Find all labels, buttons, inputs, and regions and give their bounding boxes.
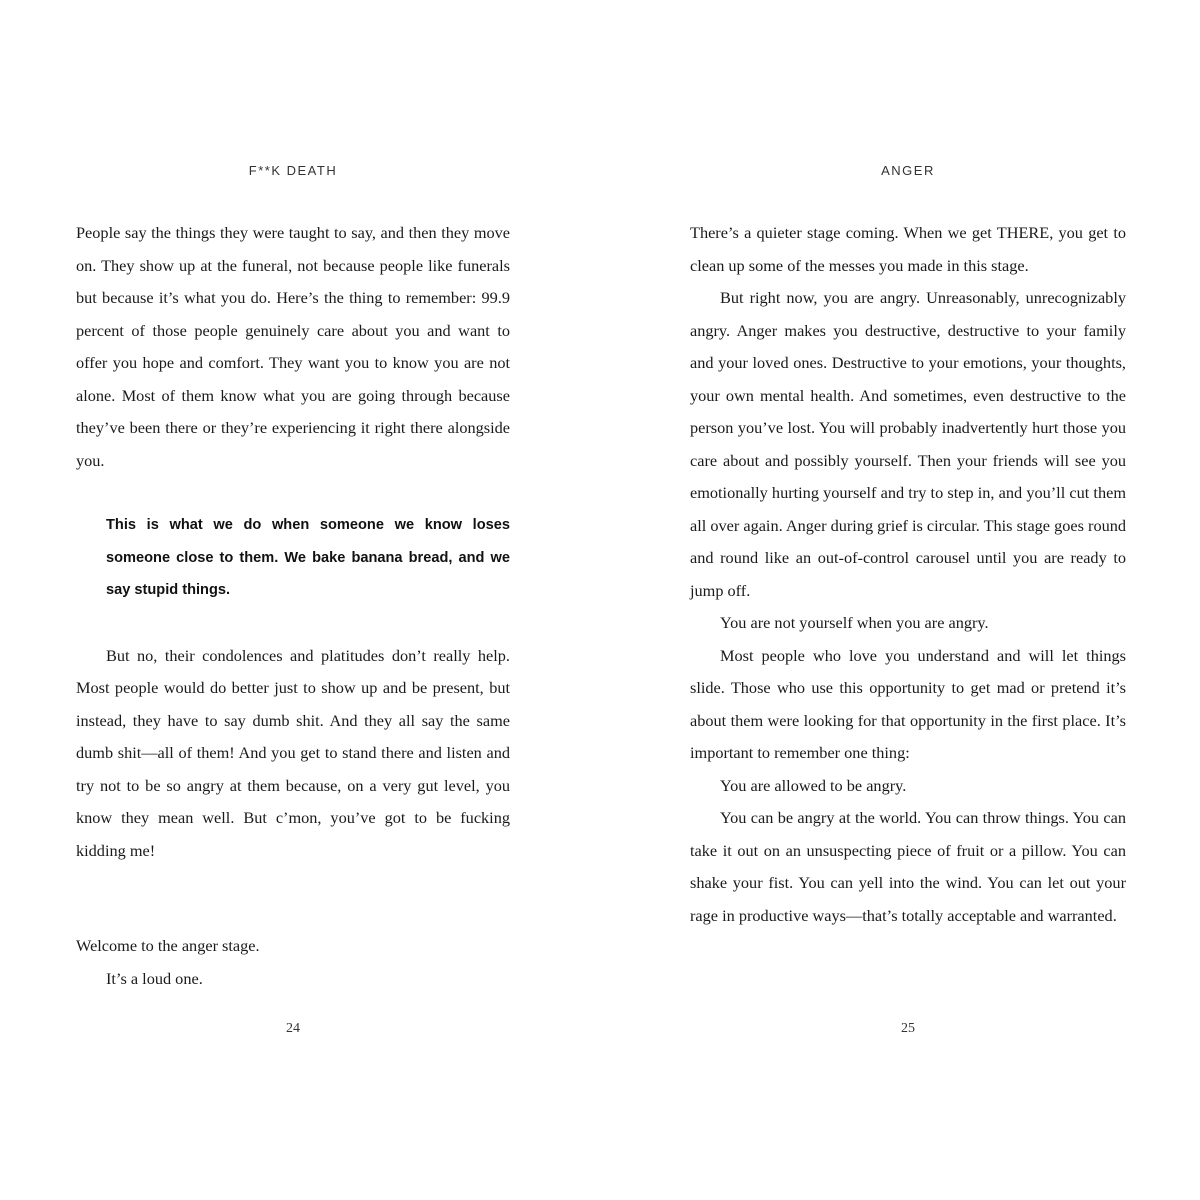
right-page-body [690,217,1126,932]
paragraph: But right now, you are angry. Unreasonably, unrecognizably angry. Anger makes you destructive, destructive to your family and your loved ones. Destructive to your emotions, your thoughts, your own mental health. And sometimes, even destructive to the person you’ve lost. You will probably inadvertently hurt those you care about and possibly yourself. Then your friends will see you emotionally hurting yourself and try to step in, and you’ll cut them all over again. Anger during grief is circular. This stage goes round and round like an out-of-control carousel until you are ready to jump off. [690,288,1127,600]
page-number-right: 25 [901,1021,915,1036]
paragraph: You are allowed to be angry. [720,775,907,795]
page-number-left: 24 [286,1021,300,1036]
running-head-left: F**K DEATH [248,163,338,178]
pull-quote-callout: This is what we do when someone we know loses someone close to them. We bake banana bread, and we say stupid things. [106,517,510,598]
section-break [76,867,510,930]
paragraph: Most people who love you understand and will let things slide. Those who use this opportunity to get mad or pretend it’s about them were looking for that opportunity in the first place. It’s important to remember one thing: [690,645,1126,762]
paragraph: People say the things they were taught to say, and then they move on. They show up at the funeral, not because people like funerals but because it’s what you do. Here’s the thing to remember: 99.9 percent of those people genuinely care about you and want to offer you hope and comfort. They want you to know you are not alone. Most of them know what you are going through because they’ve been there or they’re experiencing it right there alongside you. [76,223,510,470]
paragraph: You can be angry at the world. You can throw things. You can take it out on an unsuspecting piece of fruit or a pillow. You can shake your fist. You can yell into the wind. You can let out your rage in productive ways—that’s totally acceptable and warranted. [690,808,1126,925]
paragraph: But no, their condolences and platitudes don’t really help. Most people would do better just to show up and be present, but instead, they have to say dumb shit. And they all say the same dumb shit—all of them! And you get to stand there and listen and try not to be so angry at them because, on a very gut level, you know they mean well. But c’mon, you’ve got to be fucking kidding me! [76,645,510,860]
running-head-right: ANGER [881,163,935,178]
paragraph: There’s a quieter stage coming. When we get THERE, you get to clean up some of the messes you made in this stage. [690,223,1126,275]
left-page-body [76,217,510,995]
paragraph: You are not yourself when you are angry. [720,613,989,632]
paragraph: It’s a loud one. [106,968,203,988]
paragraph: Welcome to the anger stage. [76,936,260,955]
